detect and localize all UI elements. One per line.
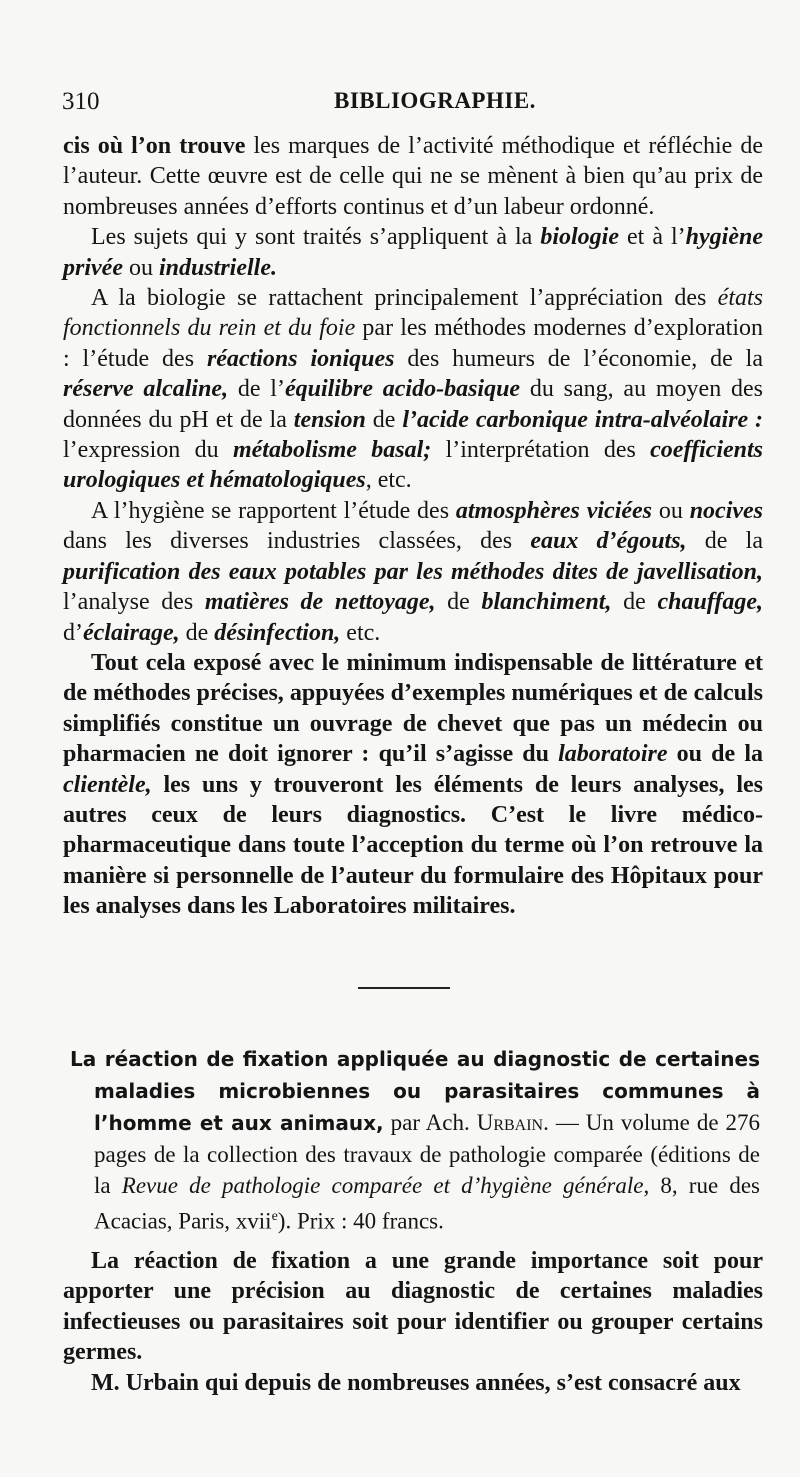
paragraph: [63, 1368, 763, 1398]
text-run: nocives: [689, 497, 764, 524]
text-run: M. Urbain qui depuis de nombreuses années, s’est consacré aux: [91, 1369, 741, 1396]
text-run: métabolisme basal;: [232, 437, 432, 464]
paragraph: [63, 1246, 763, 1368]
text-run: éclairage,: [83, 619, 180, 646]
text-run: A la biologie se rattachent principalement l’appréciation des: [91, 285, 718, 312]
text-run: , etc.: [365, 467, 412, 494]
paragraph: [63, 131, 763, 222]
text-run: La réaction de fixation appliquée au diagnostic de certaines maladies microbiennes ou parasitaires communes à l’homme et aux animaux,: [70, 1047, 760, 1135]
text-run: Tout cela exposé avec le minimum indispensable de littérature et de méthodes précises, appuyées d’exemples numériques et de calculs simplifiés constitue un ouvrage de chevet que pas un médecin ou pharmacien ne doit ignorer : qu’il s’agisse du: [63, 649, 763, 768]
text-run: industrielle.: [158, 254, 277, 281]
text-run: biologie: [540, 224, 619, 251]
text-run: de: [365, 406, 403, 433]
text-run: A l’hygiène se rapportent l’étude des: [91, 497, 456, 524]
text-run: ). Prix : 40 francs.: [277, 1208, 444, 1234]
text-run: réserve alcaline,: [63, 376, 229, 403]
text-run: Revue de pathologie comparée et d’hygiène générale: [121, 1173, 644, 1198]
paragraph: [63, 283, 763, 496]
text-run: de: [179, 619, 215, 646]
text-run: états fonctionnels du rein et du foie: [63, 285, 763, 342]
text-run: purification des eaux potables par les méthodes dites de javellisation,: [63, 558, 763, 585]
text-run: dans les diverses industries classées, des: [63, 528, 531, 555]
text-run: de: [611, 589, 658, 616]
entry-citation: [70, 1043, 760, 1237]
text-run: par les méthodes modernes d’exploration : l’étude des: [63, 315, 763, 372]
text-run: d’: [63, 619, 83, 646]
text-run: , 8, rue des Acacias, Paris, xvii: [94, 1173, 760, 1234]
text-run: etc.: [340, 619, 381, 646]
text-run: l’expression du: [63, 437, 233, 464]
text-run: par Ach.: [383, 1110, 477, 1135]
text-run: Urbain: [476, 1110, 544, 1135]
section-divider: [358, 987, 450, 989]
text-run: l’analyse des: [63, 589, 205, 616]
text-run: tension: [293, 406, 366, 433]
text-run: . — Un volume de 276 pages de la collection des travaux de pathologie comparée (éditions de la: [94, 1110, 760, 1198]
bibliography-entry: [70, 1043, 760, 1237]
text-run: La réaction de fixation a une grande importance soit pour apporter une précision au diagnostic de certaines maladies infectieuses ou parasitaires soit pour identifier ou grouper certains germes.: [63, 1248, 763, 1366]
text-run: des humeurs de l’économie, de la: [394, 345, 763, 372]
running-title: BIBLIOGRAPHIE.: [334, 88, 536, 113]
text-run: équilibre acido-basique: [284, 376, 521, 403]
text-run: laboratoire: [558, 741, 668, 768]
text-run: cis où l’on trouve: [63, 133, 246, 159]
text-run: coefficients urologiques et hématologiques: [63, 437, 764, 494]
text-run: atmosphères viciées: [455, 497, 653, 524]
text-run: de: [435, 589, 482, 616]
text-run: de la: [686, 528, 763, 555]
text-run: hygiène privée: [63, 224, 763, 281]
text-run: les uns y trouveront les éléments de leurs analyses, les autres ceux de leurs diagnostics. C’est le livre médico-pharmaceutique dans toute l’acception du terme où l’on retrouve la manière si personnelle de l’auteur du formulaire des Hôpitaux pour les analyses dans les Laboratoires militaires.: [63, 771, 763, 920]
text-run: et à l’: [619, 224, 686, 251]
paragraph: [63, 496, 763, 648]
text-run: e: [271, 1209, 278, 1224]
paragraph: [63, 222, 763, 283]
text-run: de l’: [228, 376, 285, 403]
page-header: [62, 88, 762, 122]
text-run: désinfection,: [214, 619, 341, 646]
text-run: les marques de l’activité méthodique et réfléchie de l’auteur. Cette œuvre est de celle qui ne se mènent à bien qu’au prix de nombreuses années d’efforts continus et d’un labeur ordonné.: [63, 133, 763, 220]
page-number: 310: [62, 88, 100, 115]
section-continuation: [63, 131, 763, 922]
text-run: Les sujets qui y sont traités s’appliquent à la: [91, 224, 541, 251]
text-run: blanchiment,: [481, 589, 612, 616]
text-run: du sang, au moyen des données du pH et de la: [63, 376, 763, 433]
text-run: l’acide carbonique intra-alvéolaire :: [402, 406, 764, 433]
text-run: eaux d’égouts,: [530, 528, 687, 555]
text-run: ou: [652, 497, 690, 524]
text-run: matières de nettoyage,: [204, 589, 436, 616]
review-text: [63, 1246, 763, 1398]
text-run: l’interprétation des: [431, 437, 651, 464]
text-run: ou de la: [667, 741, 763, 768]
text-run: ou: [122, 254, 159, 281]
paragraph: [63, 648, 763, 922]
text-run: réactions ioniques: [206, 345, 395, 372]
text-run: clientèle,: [63, 771, 152, 798]
text-run: chauffage,: [657, 589, 763, 616]
